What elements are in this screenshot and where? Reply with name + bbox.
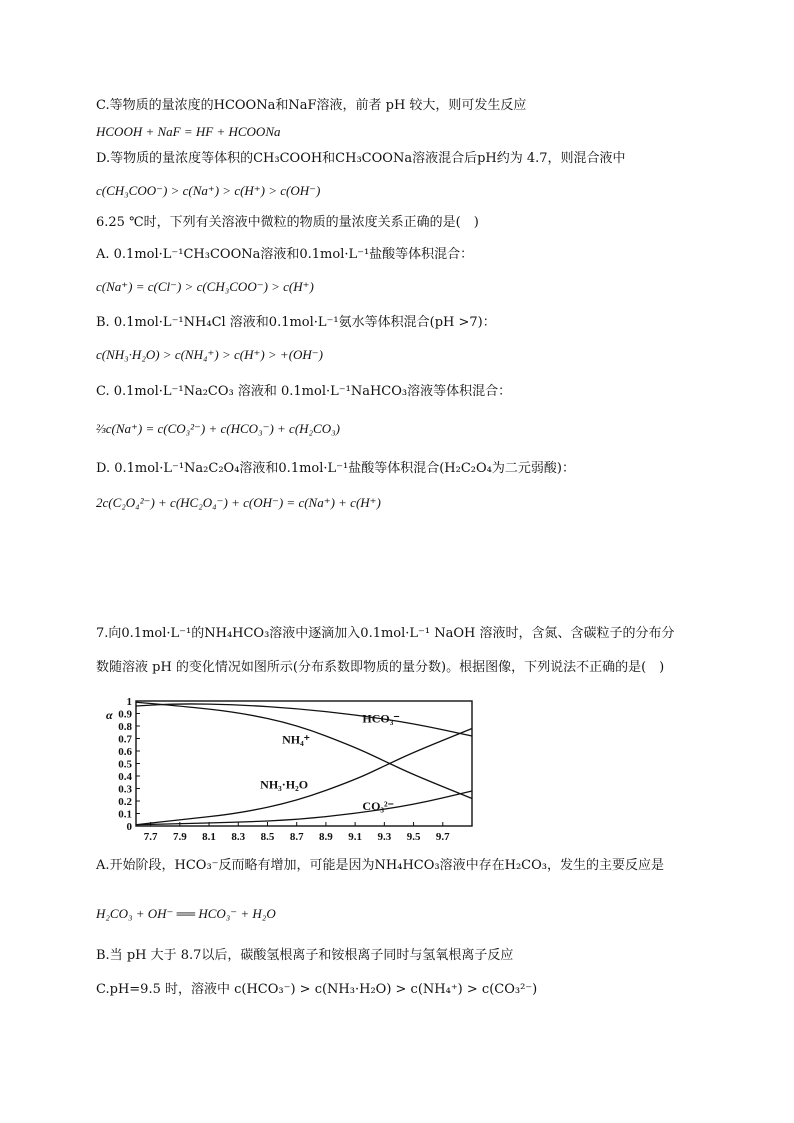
option-c-text: C.等物质的量浓度的HCOONa和NaF溶液，前者 pH 较大，则可发生反应	[96, 98, 527, 113]
q6-option-b-equation: c(NH₃·H₂O) > c(NH₄⁺) > c(H⁺) > +(OH⁻)	[96, 347, 323, 362]
y-tick-label: 0.6	[118, 746, 132, 758]
x-tick-label: 9.7	[435, 831, 450, 843]
series-label-1: NH₄⁺	[282, 732, 311, 747]
x-tick-label: 9.3	[377, 831, 392, 843]
y-tick-label: 0.2	[118, 796, 132, 808]
q6-option-a-equation: c(Na⁺) = c(Cl⁻) > c(CH₃COO⁻) > c(H⁺)	[96, 279, 314, 294]
series-label-3: CO₃²⁻	[362, 798, 394, 813]
q6-option-b: B. 0.1mol·L⁻¹NH₄Cl 溶液和0.1mol·L⁻¹氨水等体积混合(pH >7)：	[96, 315, 496, 330]
x-tick-label: 9.5	[406, 831, 421, 843]
series-label-2: NH₃·H₂O	[260, 777, 309, 792]
q7-option-b: B.当 pH 大于 8.7以后，碳酸氢根离子和铵根离子同时与氢氧根离子反应	[96, 948, 514, 963]
y-tick-label: 0.8	[118, 721, 132, 733]
option-c-equation: HCOOH + NaF = HF + HCOONa	[96, 124, 281, 139]
x-tick-label: 8.9	[319, 831, 333, 843]
series-line-0	[136, 704, 472, 736]
x-tick-label: 9.1	[348, 831, 363, 843]
y-tick-label: 0.5	[118, 758, 132, 771]
q7-option-c: C.pH=9.5 时，溶液中 c(HCO₃⁻) > c(NH₃·H₂O) > c(NH₄⁺) > c(CO₃²⁻)	[96, 982, 538, 997]
y-tick-label: 0	[126, 821, 132, 833]
y-tick-label: 0.4	[118, 771, 132, 783]
q6-option-d-equation: 2c(C₂O₄²⁻) + c(HC₂O₄⁻) + c(OH⁻) = c(Na⁺) + c(H⁺)	[96, 495, 381, 510]
x-tick-label: 8.3	[231, 831, 246, 843]
distribution-chart	[96, 693, 486, 845]
option-d-equation: c(CH₃COO⁻) > c(Na⁺) > c(H⁺) > c(OH⁻)	[96, 183, 321, 198]
question-6-stem: 6.25 ℃时，下列有关溶液中微粒的物质的量浓度关系正确的是( )	[96, 215, 479, 230]
y-tick-label: 0.1	[118, 808, 132, 821]
option-d-text: D.等物质的量浓度等体积的CH₃COOH和CH₃COONa溶液混合后pH约为 4.7，则混合液中	[96, 151, 626, 166]
y-tick-label: 0.9	[118, 708, 132, 721]
series-label-0: HCO₃⁻	[362, 711, 400, 726]
question-7-stem-line2: 数随溶液 pH 的变化情况如图所示(分布系数即物质的量分数)。根据图像，下列说法不正确的是( )	[96, 660, 665, 675]
question-7-stem-line1: 7.向0.1mol·L⁻¹的NH₄HCO₃溶液中逐滴加入0.1mol·L⁻¹ NaOH 溶液时，含氮、含碳粒子的分布分	[96, 626, 675, 641]
q7-option-a: A.开始阶段，HCO₃⁻反而略有增加，可能是因为NH₄HCO₃溶液中存在H₂CO₃，发生的主要反应是	[96, 858, 664, 873]
q6-option-c: C. 0.1mol·L⁻¹Na₂CO₃ 溶液和 0.1mol·L⁻¹NaHCO₃溶液等体积混合：	[96, 384, 512, 399]
x-tick-label: 8.1	[202, 831, 216, 843]
x-tick-label: 7.7	[143, 831, 158, 843]
y-axis-label: α	[106, 708, 113, 722]
y-tick-label: 0.3	[118, 783, 132, 796]
chart-frame	[136, 701, 472, 826]
x-tick-label: 7.9	[172, 831, 187, 843]
x-tick-label: 8.7	[289, 831, 304, 843]
q6-option-d: D. 0.1mol·L⁻¹Na₂C₂O₄溶液和0.1mol·L⁻¹盐酸等体积混合(H₂C₂O₄为二元弱酸)：	[96, 461, 575, 476]
q7-option-a-equation: H₂CO₃ + OH⁻ ══ HCO₃⁻ + H₂O	[96, 906, 276, 921]
q6-option-c-equation: ⅔c(Na⁺) = c(CO₃²⁻) + c(HCO₃⁻) + c(H₂CO₃)	[96, 421, 340, 436]
q6-option-a: A. 0.1mol·L⁻¹CH₃COONa溶液和0.1mol·L⁻¹盐酸等体积混合：	[96, 247, 474, 262]
y-tick-label: 0.7	[118, 733, 132, 746]
x-tick-label: 8.5	[260, 831, 275, 843]
y-tick-label: 1	[126, 696, 132, 708]
